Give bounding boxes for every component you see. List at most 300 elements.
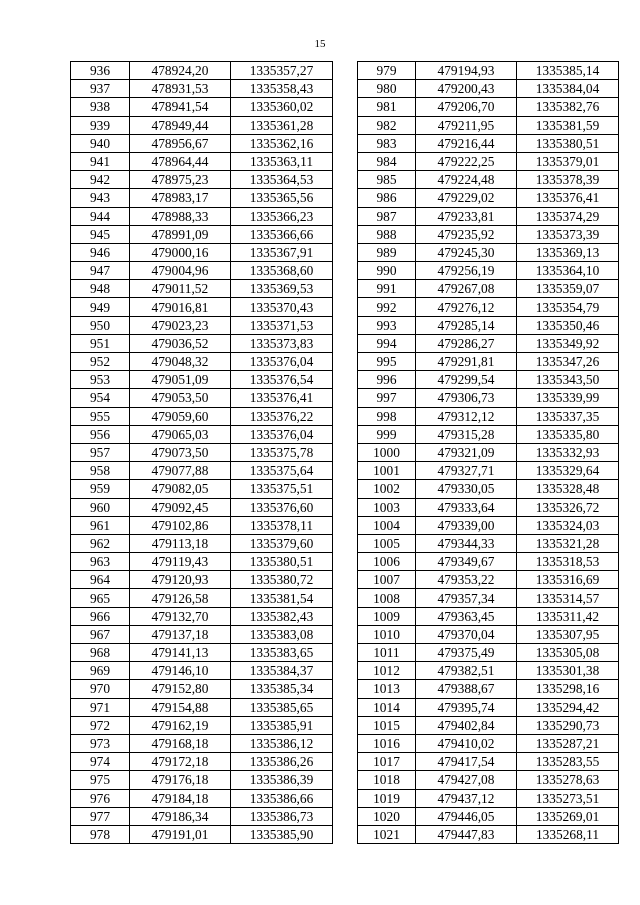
- y-coordinate-cell: 1335268,11: [517, 825, 619, 843]
- x-coordinate-cell: 479333,64: [416, 498, 517, 516]
- point-number-cell: 942: [71, 171, 130, 189]
- y-coordinate-cell: 1335373,83: [231, 334, 333, 352]
- x-coordinate-cell: 479299,54: [416, 371, 517, 389]
- y-coordinate-cell: 1335347,26: [517, 353, 619, 371]
- point-number-cell: 977: [71, 807, 130, 825]
- point-number-cell: 971: [71, 698, 130, 716]
- x-coordinate-cell: 479357,34: [416, 589, 517, 607]
- y-coordinate-cell: 1335326,72: [517, 498, 619, 516]
- table-row: [358, 680, 619, 698]
- table-row: [358, 98, 619, 116]
- y-coordinate-cell: 1335375,51: [231, 480, 333, 498]
- point-number-cell: 956: [71, 425, 130, 443]
- x-coordinate-cell: 479102,86: [130, 516, 231, 534]
- point-number-cell: 999: [358, 425, 416, 443]
- x-coordinate-cell: 479132,70: [130, 607, 231, 625]
- point-number-cell: 965: [71, 589, 130, 607]
- x-coordinate-cell: 479286,27: [416, 334, 517, 352]
- point-number-cell: 957: [71, 443, 130, 461]
- point-number-cell: 1021: [358, 825, 416, 843]
- table-row: [358, 262, 619, 280]
- table-row: [358, 753, 619, 771]
- table-row: [358, 516, 619, 534]
- x-coordinate-cell: 479011,52: [130, 280, 231, 298]
- table-row: [71, 134, 333, 152]
- y-coordinate-cell: 1335365,56: [231, 189, 333, 207]
- x-coordinate-cell: 479330,05: [416, 480, 517, 498]
- table-row: [358, 225, 619, 243]
- y-coordinate-cell: 1335364,53: [231, 171, 333, 189]
- y-coordinate-cell: 1335385,90: [231, 825, 333, 843]
- x-coordinate-cell: 479073,50: [130, 443, 231, 461]
- y-coordinate-cell: 1335294,42: [517, 698, 619, 716]
- table-row: [71, 316, 333, 334]
- y-coordinate-cell: 1335383,08: [231, 625, 333, 643]
- x-coordinate-cell: 479233,81: [416, 207, 517, 225]
- point-number-cell: 962: [71, 534, 130, 552]
- point-number-cell: 937: [71, 80, 130, 98]
- table-row: [71, 334, 333, 352]
- y-coordinate-cell: 1335376,54: [231, 371, 333, 389]
- point-number-cell: 958: [71, 462, 130, 480]
- point-number-cell: 967: [71, 625, 130, 643]
- y-coordinate-cell: 1335360,02: [231, 98, 333, 116]
- coordinates-table-right: [357, 61, 619, 844]
- table-row: [71, 553, 333, 571]
- table-row: [71, 225, 333, 243]
- table-row: [71, 462, 333, 480]
- point-number-cell: 1004: [358, 516, 416, 534]
- point-number-cell: 995: [358, 353, 416, 371]
- x-coordinate-cell: 479065,03: [130, 425, 231, 443]
- y-coordinate-cell: 1335378,11: [231, 516, 333, 534]
- point-number-cell: 954: [71, 389, 130, 407]
- table-row: [71, 589, 333, 607]
- table-row: [358, 334, 619, 352]
- point-number-cell: 992: [358, 298, 416, 316]
- point-number-cell: 961: [71, 516, 130, 534]
- x-coordinate-cell: 479276,12: [416, 298, 517, 316]
- table-row: [358, 425, 619, 443]
- y-coordinate-cell: 1335371,53: [231, 316, 333, 334]
- table-row: [71, 644, 333, 662]
- point-number-cell: 945: [71, 225, 130, 243]
- point-number-cell: 979: [358, 62, 416, 80]
- y-coordinate-cell: 1335380,72: [231, 571, 333, 589]
- y-coordinate-cell: 1335350,46: [517, 316, 619, 334]
- y-coordinate-cell: 1335363,11: [231, 152, 333, 170]
- x-coordinate-cell: 479437,12: [416, 789, 517, 807]
- table-row: [71, 625, 333, 643]
- x-coordinate-cell: 478988,33: [130, 207, 231, 225]
- point-number-cell: 980: [358, 80, 416, 98]
- point-number-cell: 964: [71, 571, 130, 589]
- point-number-cell: 996: [358, 371, 416, 389]
- y-coordinate-cell: 1335311,42: [517, 607, 619, 625]
- x-coordinate-cell: 479229,02: [416, 189, 517, 207]
- x-coordinate-cell: 479120,93: [130, 571, 231, 589]
- table-row: [358, 644, 619, 662]
- x-coordinate-cell: 479184,18: [130, 789, 231, 807]
- point-number-cell: 968: [71, 644, 130, 662]
- y-coordinate-cell: 1335328,48: [517, 480, 619, 498]
- x-coordinate-cell: 479194,93: [416, 62, 517, 80]
- table-row: [71, 771, 333, 789]
- y-coordinate-cell: 1335273,51: [517, 789, 619, 807]
- point-number-cell: 1015: [358, 716, 416, 734]
- y-coordinate-cell: 1335384,37: [231, 662, 333, 680]
- y-coordinate-cell: 1335332,93: [517, 443, 619, 461]
- x-coordinate-cell: 479370,04: [416, 625, 517, 643]
- x-coordinate-cell: 479186,34: [130, 807, 231, 825]
- x-coordinate-cell: 479023,23: [130, 316, 231, 334]
- table-row: [71, 353, 333, 371]
- point-number-cell: 1001: [358, 462, 416, 480]
- y-coordinate-cell: 1335385,65: [231, 698, 333, 716]
- x-coordinate-cell: 478975,23: [130, 171, 231, 189]
- y-coordinate-cell: 1335385,91: [231, 716, 333, 734]
- point-number-cell: 960: [71, 498, 130, 516]
- point-number-cell: 1019: [358, 789, 416, 807]
- point-number-cell: 949: [71, 298, 130, 316]
- y-coordinate-cell: 1335290,73: [517, 716, 619, 734]
- point-number-cell: 989: [358, 243, 416, 261]
- y-coordinate-cell: 1335343,50: [517, 371, 619, 389]
- x-coordinate-cell: 478924,20: [130, 62, 231, 80]
- coordinates-table-left: [70, 61, 333, 844]
- x-coordinate-cell: 479146,10: [130, 662, 231, 680]
- table-row: [358, 480, 619, 498]
- table-row: [358, 371, 619, 389]
- y-coordinate-cell: 1335329,64: [517, 462, 619, 480]
- y-coordinate-cell: 1335269,01: [517, 807, 619, 825]
- table-row: [358, 298, 619, 316]
- table-row: [358, 62, 619, 80]
- table-row: [71, 80, 333, 98]
- point-number-cell: 994: [358, 334, 416, 352]
- point-number-cell: 983: [358, 134, 416, 152]
- point-number-cell: 1017: [358, 753, 416, 771]
- table-row: [358, 553, 619, 571]
- table-row: [71, 825, 333, 843]
- point-number-cell: 982: [358, 116, 416, 134]
- x-coordinate-cell: 479321,09: [416, 443, 517, 461]
- point-number-cell: 985: [358, 171, 416, 189]
- x-coordinate-cell: 478991,09: [130, 225, 231, 243]
- x-coordinate-cell: 479447,83: [416, 825, 517, 843]
- table-row: [358, 243, 619, 261]
- x-coordinate-cell: 479349,67: [416, 553, 517, 571]
- x-coordinate-cell: 479048,32: [130, 353, 231, 371]
- point-number-cell: 998: [358, 407, 416, 425]
- point-number-cell: 950: [71, 316, 130, 334]
- table-row: [71, 389, 333, 407]
- x-coordinate-cell: 479036,52: [130, 334, 231, 352]
- table-row: [71, 498, 333, 516]
- table-row: [71, 171, 333, 189]
- point-number-cell: 997: [358, 389, 416, 407]
- x-coordinate-cell: 479339,00: [416, 516, 517, 534]
- y-coordinate-cell: 1335379,01: [517, 152, 619, 170]
- point-number-cell: 939: [71, 116, 130, 134]
- table-row: [71, 516, 333, 534]
- point-number-cell: 959: [71, 480, 130, 498]
- point-number-cell: 984: [358, 152, 416, 170]
- y-coordinate-cell: 1335380,51: [517, 134, 619, 152]
- table-row: [358, 662, 619, 680]
- y-coordinate-cell: 1335364,10: [517, 262, 619, 280]
- x-coordinate-cell: 479016,81: [130, 298, 231, 316]
- point-number-cell: 940: [71, 134, 130, 152]
- y-coordinate-cell: 1335382,43: [231, 607, 333, 625]
- table-row: [71, 789, 333, 807]
- point-number-cell: 946: [71, 243, 130, 261]
- point-number-cell: 951: [71, 334, 130, 352]
- y-coordinate-cell: 1335367,91: [231, 243, 333, 261]
- x-coordinate-cell: 479245,30: [416, 243, 517, 261]
- table-row: [71, 443, 333, 461]
- x-coordinate-cell: 479206,70: [416, 98, 517, 116]
- x-coordinate-cell: 479162,19: [130, 716, 231, 734]
- point-number-cell: 1007: [358, 571, 416, 589]
- x-coordinate-cell: 479306,73: [416, 389, 517, 407]
- y-coordinate-cell: 1335385,14: [517, 62, 619, 80]
- table-row: [358, 152, 619, 170]
- table-row: [71, 207, 333, 225]
- y-coordinate-cell: 1335358,43: [231, 80, 333, 98]
- table-row: [358, 734, 619, 752]
- point-number-cell: 973: [71, 734, 130, 752]
- point-number-cell: 1020: [358, 807, 416, 825]
- y-coordinate-cell: 1335386,39: [231, 771, 333, 789]
- point-number-cell: 988: [358, 225, 416, 243]
- x-coordinate-cell: 479256,19: [416, 262, 517, 280]
- y-coordinate-cell: 1335287,21: [517, 734, 619, 752]
- point-number-cell: 966: [71, 607, 130, 625]
- table-row: [358, 189, 619, 207]
- x-coordinate-cell: 479410,02: [416, 734, 517, 752]
- x-coordinate-cell: 479137,18: [130, 625, 231, 643]
- x-coordinate-cell: 479388,67: [416, 680, 517, 698]
- table-row: [71, 371, 333, 389]
- y-coordinate-cell: 1335384,04: [517, 80, 619, 98]
- point-number-cell: 1000: [358, 443, 416, 461]
- x-coordinate-cell: 479417,54: [416, 753, 517, 771]
- y-coordinate-cell: 1335381,54: [231, 589, 333, 607]
- table-row: [71, 280, 333, 298]
- y-coordinate-cell: 1335278,63: [517, 771, 619, 789]
- y-coordinate-cell: 1335366,66: [231, 225, 333, 243]
- x-coordinate-cell: 479077,88: [130, 462, 231, 480]
- y-coordinate-cell: 1335324,03: [517, 516, 619, 534]
- y-coordinate-cell: 1335366,23: [231, 207, 333, 225]
- point-number-cell: 1009: [358, 607, 416, 625]
- x-coordinate-cell: 479353,22: [416, 571, 517, 589]
- x-coordinate-cell: 479113,18: [130, 534, 231, 552]
- x-coordinate-cell: 479053,50: [130, 389, 231, 407]
- page-number: 15: [314, 38, 326, 50]
- y-coordinate-cell: 1335283,55: [517, 753, 619, 771]
- table-row: [71, 753, 333, 771]
- y-coordinate-cell: 1335362,16: [231, 134, 333, 152]
- table-row: [71, 62, 333, 80]
- table-row: [71, 734, 333, 752]
- x-coordinate-cell: 478983,17: [130, 189, 231, 207]
- x-coordinate-cell: 479051,09: [130, 371, 231, 389]
- y-coordinate-cell: 1335361,28: [231, 116, 333, 134]
- table-row: [358, 134, 619, 152]
- x-coordinate-cell: 479126,58: [130, 589, 231, 607]
- x-coordinate-cell: 479200,43: [416, 80, 517, 98]
- y-coordinate-cell: 1335375,64: [231, 462, 333, 480]
- table-row: [358, 771, 619, 789]
- x-coordinate-cell: 479141,13: [130, 644, 231, 662]
- point-number-cell: 955: [71, 407, 130, 425]
- point-number-cell: 991: [358, 280, 416, 298]
- x-coordinate-cell: 478956,67: [130, 134, 231, 152]
- y-coordinate-cell: 1335337,35: [517, 407, 619, 425]
- point-number-cell: 1003: [358, 498, 416, 516]
- table-row: [71, 425, 333, 443]
- y-coordinate-cell: 1335301,38: [517, 662, 619, 680]
- table-row: [71, 534, 333, 552]
- table-row: [71, 152, 333, 170]
- table-row: [358, 589, 619, 607]
- point-number-cell: 1014: [358, 698, 416, 716]
- table-row: [71, 298, 333, 316]
- y-coordinate-cell: 1335359,07: [517, 280, 619, 298]
- y-coordinate-cell: 1335383,65: [231, 644, 333, 662]
- table-row: [358, 498, 619, 516]
- y-coordinate-cell: 1335321,28: [517, 534, 619, 552]
- table-row: [358, 207, 619, 225]
- table-row: [71, 243, 333, 261]
- point-number-cell: 944: [71, 207, 130, 225]
- point-number-cell: 987: [358, 207, 416, 225]
- y-coordinate-cell: 1335376,04: [231, 425, 333, 443]
- x-coordinate-cell: 478964,44: [130, 152, 231, 170]
- x-coordinate-cell: 478941,54: [130, 98, 231, 116]
- y-coordinate-cell: 1335314,57: [517, 589, 619, 607]
- y-coordinate-cell: 1335368,60: [231, 262, 333, 280]
- point-number-cell: 969: [71, 662, 130, 680]
- x-coordinate-cell: 479172,18: [130, 753, 231, 771]
- y-coordinate-cell: 1335373,39: [517, 225, 619, 243]
- point-number-cell: 976: [71, 789, 130, 807]
- y-coordinate-cell: 1335335,80: [517, 425, 619, 443]
- table-row: [358, 571, 619, 589]
- table-row: [71, 262, 333, 280]
- point-number-cell: 941: [71, 152, 130, 170]
- y-coordinate-cell: 1335386,66: [231, 789, 333, 807]
- x-coordinate-cell: 479176,18: [130, 771, 231, 789]
- x-coordinate-cell: 479191,01: [130, 825, 231, 843]
- y-coordinate-cell: 1335386,12: [231, 734, 333, 752]
- y-coordinate-cell: 1335307,95: [517, 625, 619, 643]
- x-coordinate-cell: 479375,49: [416, 644, 517, 662]
- table-row: [358, 462, 619, 480]
- table-row: [358, 443, 619, 461]
- y-coordinate-cell: 1335376,04: [231, 353, 333, 371]
- x-coordinate-cell: 479395,74: [416, 698, 517, 716]
- y-coordinate-cell: 1335386,26: [231, 753, 333, 771]
- table-row: [358, 389, 619, 407]
- x-coordinate-cell: 479119,43: [130, 553, 231, 571]
- point-number-cell: 1002: [358, 480, 416, 498]
- x-coordinate-cell: 479216,44: [416, 134, 517, 152]
- y-coordinate-cell: 1335376,41: [231, 389, 333, 407]
- point-number-cell: 1012: [358, 662, 416, 680]
- y-coordinate-cell: 1335369,13: [517, 243, 619, 261]
- point-number-cell: 993: [358, 316, 416, 334]
- point-number-cell: 1005: [358, 534, 416, 552]
- x-coordinate-cell: 479267,08: [416, 280, 517, 298]
- y-coordinate-cell: 1335318,53: [517, 553, 619, 571]
- x-coordinate-cell: 479327,71: [416, 462, 517, 480]
- x-coordinate-cell: 479224,48: [416, 171, 517, 189]
- table-row: [71, 189, 333, 207]
- x-coordinate-cell: 478949,44: [130, 116, 231, 134]
- x-coordinate-cell: 479382,51: [416, 662, 517, 680]
- point-number-cell: 975: [71, 771, 130, 789]
- x-coordinate-cell: 479291,81: [416, 353, 517, 371]
- x-coordinate-cell: 479004,96: [130, 262, 231, 280]
- x-coordinate-cell: 479427,08: [416, 771, 517, 789]
- y-coordinate-cell: 1335382,76: [517, 98, 619, 116]
- point-number-cell: 947: [71, 262, 130, 280]
- y-coordinate-cell: 1335316,69: [517, 571, 619, 589]
- y-coordinate-cell: 1335354,79: [517, 298, 619, 316]
- point-number-cell: 978: [71, 825, 130, 843]
- table-row: [358, 825, 619, 843]
- table-row: [358, 407, 619, 425]
- x-coordinate-cell: 479315,28: [416, 425, 517, 443]
- y-coordinate-cell: 1335370,43: [231, 298, 333, 316]
- table-row: [71, 716, 333, 734]
- point-number-cell: 1016: [358, 734, 416, 752]
- point-number-cell: 990: [358, 262, 416, 280]
- y-coordinate-cell: 1335339,99: [517, 389, 619, 407]
- x-coordinate-cell: 479312,12: [416, 407, 517, 425]
- point-number-cell: 936: [71, 62, 130, 80]
- y-coordinate-cell: 1335380,51: [231, 553, 333, 571]
- x-coordinate-cell: 479092,45: [130, 498, 231, 516]
- y-coordinate-cell: 1335376,22: [231, 407, 333, 425]
- y-coordinate-cell: 1335375,78: [231, 443, 333, 461]
- table-row: [71, 116, 333, 134]
- table-row: [358, 80, 619, 98]
- table-row: [358, 625, 619, 643]
- y-coordinate-cell: 1335357,27: [231, 62, 333, 80]
- table-row: [358, 116, 619, 134]
- table-row: [71, 607, 333, 625]
- point-number-cell: 1006: [358, 553, 416, 571]
- table-row: [358, 353, 619, 371]
- y-coordinate-cell: 1335379,60: [231, 534, 333, 552]
- table-row: [71, 407, 333, 425]
- point-number-cell: 981: [358, 98, 416, 116]
- y-coordinate-cell: 1335376,60: [231, 498, 333, 516]
- point-number-cell: 952: [71, 353, 130, 371]
- table-row: [358, 607, 619, 625]
- x-coordinate-cell: 479363,45: [416, 607, 517, 625]
- y-coordinate-cell: 1335376,41: [517, 189, 619, 207]
- y-coordinate-cell: 1335349,92: [517, 334, 619, 352]
- point-number-cell: 1011: [358, 644, 416, 662]
- table-row: [358, 534, 619, 552]
- table-row: [71, 807, 333, 825]
- point-number-cell: 1013: [358, 680, 416, 698]
